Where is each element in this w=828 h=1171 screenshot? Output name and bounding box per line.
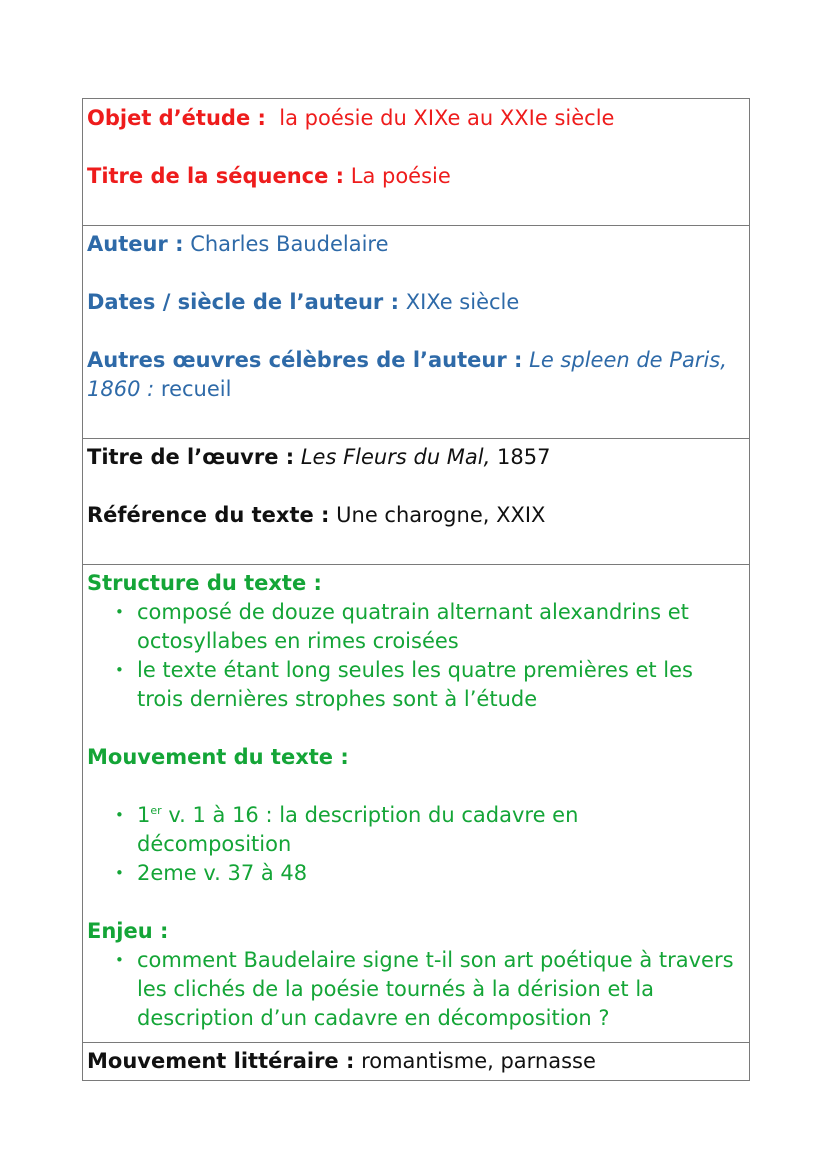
- list-item: [113, 656, 745, 714]
- titre-oeuvre-year: 1857: [497, 445, 551, 469]
- mouvement-litteraire-label: Mouvement littéraire :: [87, 1049, 355, 1073]
- mouvement-litteraire-line: [87, 1047, 745, 1076]
- dates-label: Dates / siècle de l’auteur :: [87, 290, 399, 314]
- enjeu-label: Enjeu :: [87, 919, 169, 943]
- dates-value: XIXe siècle: [405, 290, 520, 314]
- mouvement-item-1-text: v. 1 à 16 : la description du cadavre en: [161, 803, 579, 827]
- list-item: [113, 801, 745, 859]
- fiche-table: [82, 98, 750, 1081]
- mouvement-list: [87, 801, 745, 888]
- structure-list: [87, 598, 745, 714]
- mouvement-item-1-sup: er: [150, 804, 162, 817]
- titre-sequence-value: La poésie: [350, 164, 451, 188]
- mouvement-item-2-line-1: 2eme v. 37 à 48: [137, 861, 308, 885]
- reference-line: [87, 501, 745, 530]
- titre-oeuvre-label: Titre de l’œuvre :: [87, 445, 295, 469]
- titre-oeuvre-line: [87, 443, 745, 472]
- structure-item-2-line-2: trois dernières strophes sont à l’étude: [137, 687, 538, 711]
- bullet-icon: •: [115, 951, 124, 969]
- bullet-icon: •: [115, 661, 124, 679]
- mouvement-item-1-line-1: [137, 801, 745, 830]
- mouvement-label: Mouvement du texte :: [87, 745, 349, 769]
- objet-etude-cell: [83, 99, 749, 225]
- mouvement-litteraire-cell: [83, 1042, 749, 1080]
- bullet-icon: •: [115, 603, 124, 621]
- enjeu-line-3: description d’un cadavre en décomposition ?: [137, 1006, 610, 1030]
- auteur-value: Charles Baudelaire: [190, 232, 389, 256]
- list-item: [113, 859, 745, 888]
- mouvement-heading: [87, 743, 745, 772]
- mouvement-item-1-line-2: décomposition: [137, 832, 292, 856]
- auteur-cell: [83, 225, 749, 438]
- structure-item-1-line-1: composé de douze quatrain alternant alexandrins et: [137, 600, 689, 624]
- auteur-line: [87, 230, 745, 259]
- titre-sequence-line: [87, 162, 745, 191]
- objet-etude-label: Objet d’étude :: [87, 106, 266, 130]
- list-item: [113, 946, 745, 1033]
- dates-line: [87, 288, 745, 317]
- autres-oeuvres-line-2: [87, 375, 745, 404]
- structure-label: Structure du texte :: [87, 571, 322, 595]
- auteur-label: Auteur :: [87, 232, 184, 256]
- enjeu-list: [87, 946, 745, 1033]
- enjeu-line-1: comment Baudelaire signe t-il son art poétique à travers: [137, 948, 734, 972]
- bullet-icon: •: [115, 806, 124, 824]
- analyse-cell: [83, 564, 749, 1042]
- list-item: [113, 598, 745, 656]
- titre-oeuvre-value: Les Fleurs du Mal,: [300, 445, 491, 469]
- autres-oeuvres-year: 1860 :: [87, 377, 155, 401]
- oeuvre-cell: [83, 438, 749, 564]
- bullet-icon: •: [115, 864, 124, 882]
- autres-oeuvres-title: Le spleen de Paris,: [529, 348, 727, 372]
- autres-oeuvres-label: Autres œuvres célèbres de l’auteur :: [87, 348, 523, 372]
- structure-item-1-line-2: octosyllabes en rimes croisées: [137, 629, 459, 653]
- autres-oeuvres-type: recueil: [160, 377, 232, 401]
- mouvement-litteraire-value: romantisme, parnasse: [361, 1049, 596, 1073]
- mouvement-item-1-num: 1: [137, 803, 151, 827]
- structure-heading: [87, 569, 745, 598]
- reference-label: Référence du texte :: [87, 503, 330, 527]
- enjeu-heading: [87, 917, 745, 946]
- reference-value: Une charogne, XXIX: [336, 503, 546, 527]
- objet-etude-line: [87, 104, 745, 133]
- autres-oeuvres-line: [87, 346, 745, 375]
- objet-etude-value: la poésie du XIXe au XXIe siècle: [279, 106, 615, 130]
- titre-sequence-label: Titre de la séquence :: [87, 164, 345, 188]
- structure-item-2-line-1: le texte étant long seules les quatre premières et les: [137, 658, 693, 682]
- enjeu-line-2: les clichés de la poésie tournés à la dérision et la: [137, 977, 655, 1001]
